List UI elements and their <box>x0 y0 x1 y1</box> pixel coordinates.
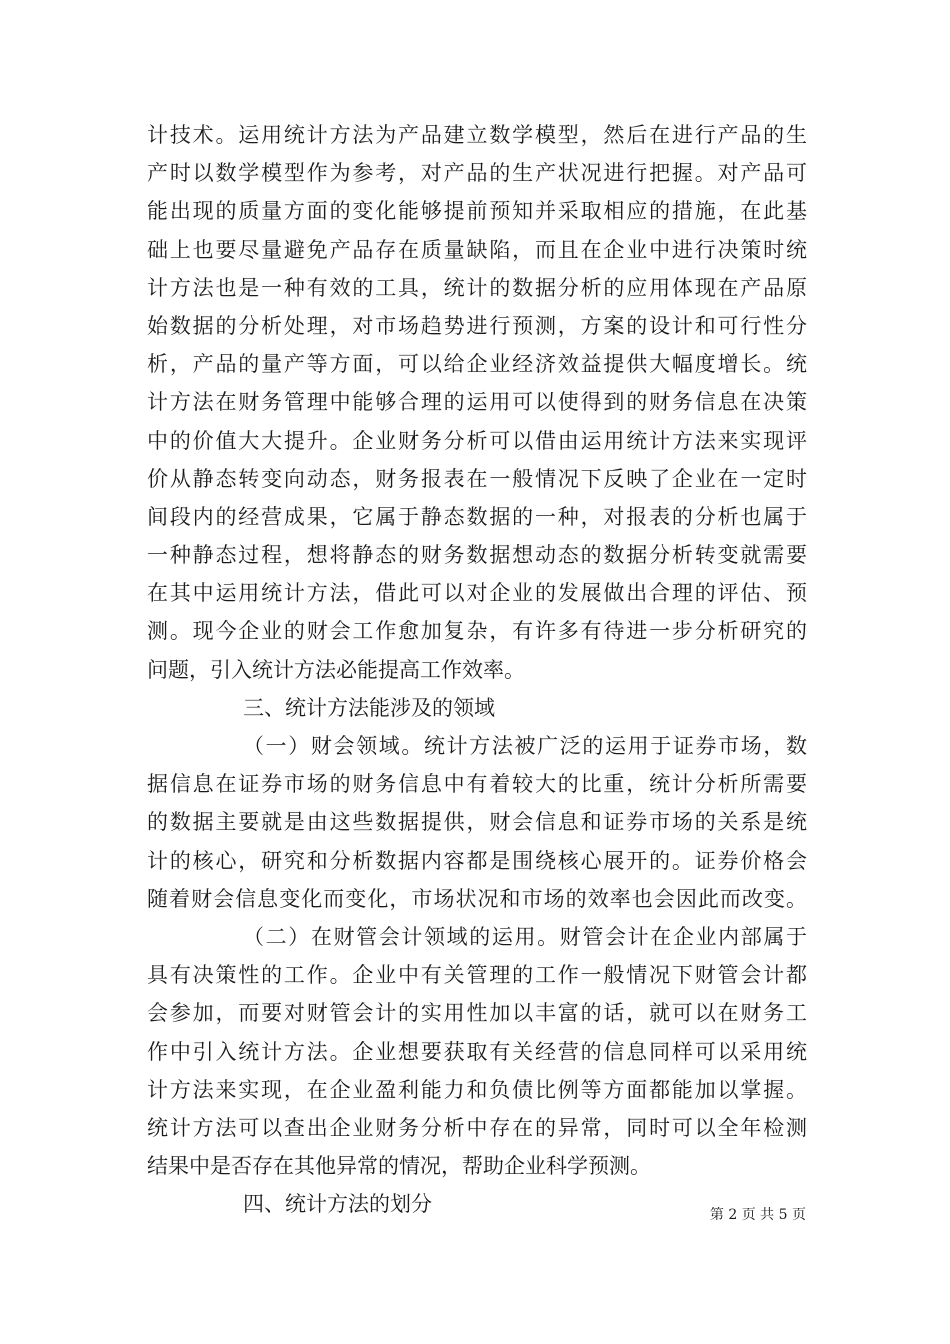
paragraph-line: 能出现的质量方面的变化能够提前预知并采取相应的措施，在此基 <box>147 199 807 224</box>
paragraph-line: 据信息在证券市场的财务信息中有着较大的比重，统计分析所需要 <box>147 772 807 797</box>
section-heading: 三、统计方法能涉及的领域 <box>243 695 495 720</box>
paragraph-line: 计方法在财务管理中能够合理的运用可以使得到的财务信息在决策 <box>147 390 807 415</box>
paragraph-line: 在其中运用统计方法，借此可以对企业的发展做出合理的评估、预 <box>147 581 807 606</box>
paragraph-line: 析，产品的量产等方面，可以给企业经济效益提供大幅度增长。统 <box>147 352 807 377</box>
paragraph-line: （一）财会领域。统计方法被广泛的运用于证券市场，数 <box>243 734 807 758</box>
body-text <box>147 116 807 1223</box>
paragraph-line: 计方法来实现，在企业盈利能力和负债比例等方面都能加以掌握。 <box>147 1077 807 1102</box>
paragraph-line: 计方法也是一种有效的工具，统计的数据分析的应用体现在产品原 <box>147 275 807 300</box>
paragraph-line: 一种静态过程，想将静态的财务数据想动态的数据分析转变就需要 <box>147 543 807 568</box>
paragraph-line: 中的价值大大提升。企业财务分析可以借由运用统计方法来实现评 <box>147 428 807 453</box>
paragraph-line: 计的核心，研究和分析数据内容都是围绕核心展开的。证券价格会 <box>147 848 807 873</box>
paragraph-line: 具有决策性的工作。企业中有关管理的工作一般情况下财管会计都 <box>147 963 807 988</box>
paragraph-line: 间段内的经营成果，它属于静态数据的一种，对报表的分析也属于 <box>147 504 807 529</box>
page-number-footer: 第 2 页 共 5 页 <box>709 1207 806 1223</box>
paragraph-line: 会参加，而要对财管会计的实用性加以丰富的话，就可以在财务工 <box>147 1001 807 1026</box>
paragraph-line: 统计方法可以查出企业财务分析中存在的异常，同时可以全年检测 <box>147 1115 807 1140</box>
paragraph-line: 价从静态转变向动态，财务报表在一般情况下反映了企业在一定时 <box>147 466 807 491</box>
paragraph-line: 测。现今企业的财会工作愈加复杂，有许多有待进一步分析研究的 <box>147 619 807 644</box>
paragraph-line: 始数据的分析处理，对市场趋势进行预测，方案的设计和可行性分 <box>147 313 807 338</box>
paragraph-line: 础上也要尽量避免产品存在质量缺陷，而且在企业中进行决策时统 <box>147 237 807 262</box>
paragraph-line: 结果中是否存在其他异常的情况，帮助企业科学预测。 <box>147 1154 651 1179</box>
paragraph-line: （二）在财管会计领域的运用。财管会计在企业内部属于 <box>243 924 807 949</box>
section-heading: 四、统计方法的划分 <box>243 1192 432 1217</box>
paragraph-line: 问题，引入统计方法必能提高工作效率。 <box>147 657 525 682</box>
paragraph-line: 计技术。运用统计方法为产品建立数学模型，然后在进行产品的生 <box>147 123 807 147</box>
paragraph-line: 作中引入统计方法。企业想要获取有关经营的信息同样可以采用统 <box>147 1039 807 1064</box>
paragraph-line: 随着财会信息变化而变化，市场状况和市场的效率也会因此而改变。 <box>147 886 807 911</box>
paragraph-line: 的数据主要就是由这些数据提供，财会信息和证券市场的关系是统 <box>147 810 807 835</box>
paragraph-line: 产时以数学模型作为参考，对产品的生产状况进行把握。对产品可 <box>147 161 807 186</box>
